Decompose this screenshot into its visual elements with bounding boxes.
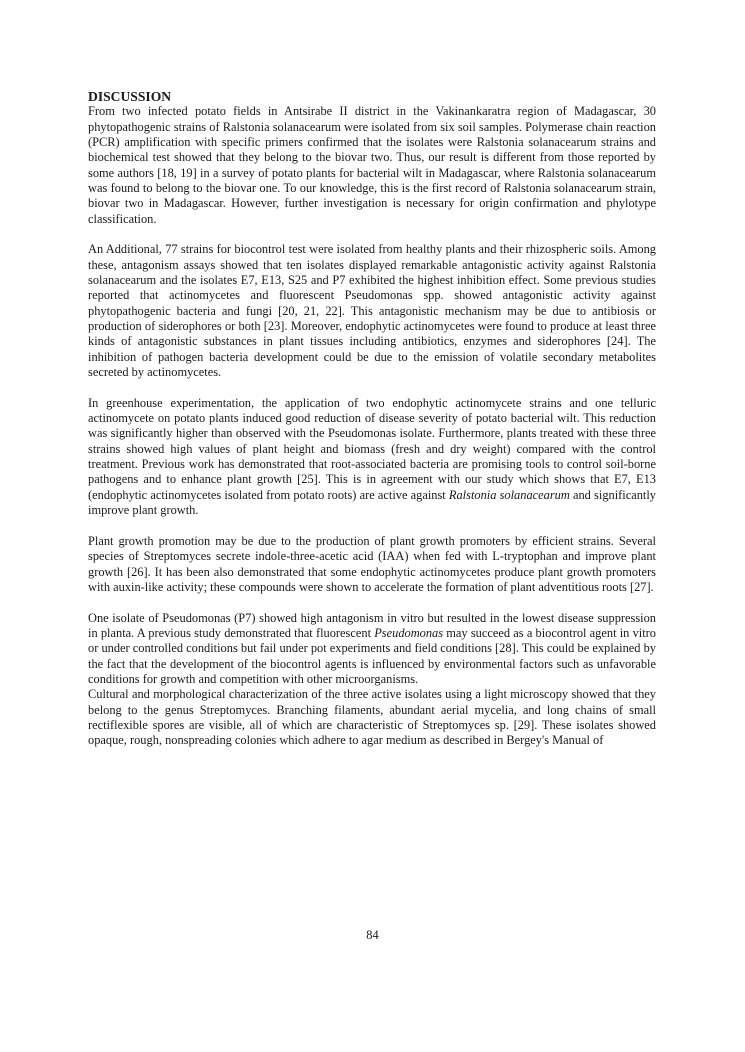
paragraph-6: Cultural and morphological characterization of the three active isolates using a light microscopy showed that they belong to the genus Streptomyces. Branching filaments, abundant aerial mycelia, and long chains of small rectiflexible spores are visible, all of which are characteristic of Streptomyces sp. [29]. These isolates showed opaque, rough, nonspreading colonies which adhere to agar medium as described in Bergey's Manual of [88,687,656,748]
paragraph-3 [88,396,656,519]
genus-name-italic: Pseudomonas [374,625,444,640]
section-heading: DISCUSSION [88,89,172,104]
paragraph-2: An Additional, 77 strains for biocontrol test were isolated from healthy plants and their rhizospheric soils. Among these, antagonism assays showed that ten isolates displayed remarkable antagonistic activity against Ralstonia solanacearum and the isolates E7, E13, S25 and P7 exhibited the highest inhibition effect. Some previous studies reported that actinomycetes and fluorescent Pseudomonas spp. showed antagonistic activity against phytopathogenic bacteria and fungi [20, 21, 22]. This antagonistic mechanism may be due to antibiosis or production of siderophores or both [23]. Moreover, endophytic actinomycetes were found to produce at least three kinds of antagonistic substances in plant tissues including antibiotics, enzymes and siderophores [24]. The inhibition of pathogen bacteria development could be due to the emission of volatile secondary metabolites secreted by actinomycetes. [88,242,656,380]
paragraph-1: From two infected potato fields in Antsirabe II district in the Vakinankaratra region of Madagascar, 30 phytopathogenic strains of Ralstonia solanacearum were isolated from six soil samples. Polymerase chain reaction (PCR) amplification with specific primers confirmed that the isolates were Ralstonia solanacearum strains and biochemical test showed that they belong to the biovar two. Thus, our result is different from those reported by some authors [18, 19] in a survey of potato plants for bacterial wilt in Madagascar, where Ralstonia solanacearum was found to belong to the biovar one. To our knowledge, this is the first record of Ralstonia solanacearum strain, biovar two in Madagascar. However, further investigation is necessary for origin confirmation and phylotype classification. [88,104,656,226]
paragraph-5-text-end: may succeed as a biocontrol agent in vitro or under controlled conditions but fail under pot experiments and field conditions [28]. This could be explained by the fact that the development of the biocontrol agents is influenced by environmental factors such as unfavorable conditions for growth and competition with other microorganisms. [88,625,656,686]
paragraph-3-text-start: In greenhouse experimentation, the application of two endophytic actinomycete strains and one telluric actinomycete on potato plants induced good reduction of disease severity of potato bacterial wilt. This reduction was significantly higher than observed with the Pseudomonas isolate. Furthermore, plants treated with these three strains showed high values of plant height and biomass (fresh and dry weight) compared with the control treatment. Previous work has demonstrated that root-associated bacteria are promising tools to control soil-borne pathogens and to enhance plant growth [25]. This is in agreement with our study which shows that E7, E13 (endophytic actinomycetes isolated from potato roots) are active against [88,395,656,502]
paragraph-3-text-end: and significantly improve plant growth. [88,487,656,518]
paragraph-5-text-start: One isolate of Pseudomonas (P7) showed high antagonism in vitro but resulted in the lowest disease suppression in planta. A previous study demonstrated that fluorescent [88,610,656,640]
paragraph-4: Plant growth promotion may be due to the production of plant growth promoters by efficient strains. Several species of Streptomyces secrete indole-three-acetic acid (IAA) when fed with L-tryptophan and improve plant growth [26]. It has been also demonstrated that some endophytic actinomycetes produce plant growth promoters with auxin-like activity; these compounds were shown to accelerate the formation of plant adventitious roots [27]. [88,533,656,594]
paragraph-5 [88,611,656,688]
page-number: 84 [366,928,379,942]
species-name-italic: Ralstonia solanacearum [448,487,570,502]
document-body [88,89,656,749]
